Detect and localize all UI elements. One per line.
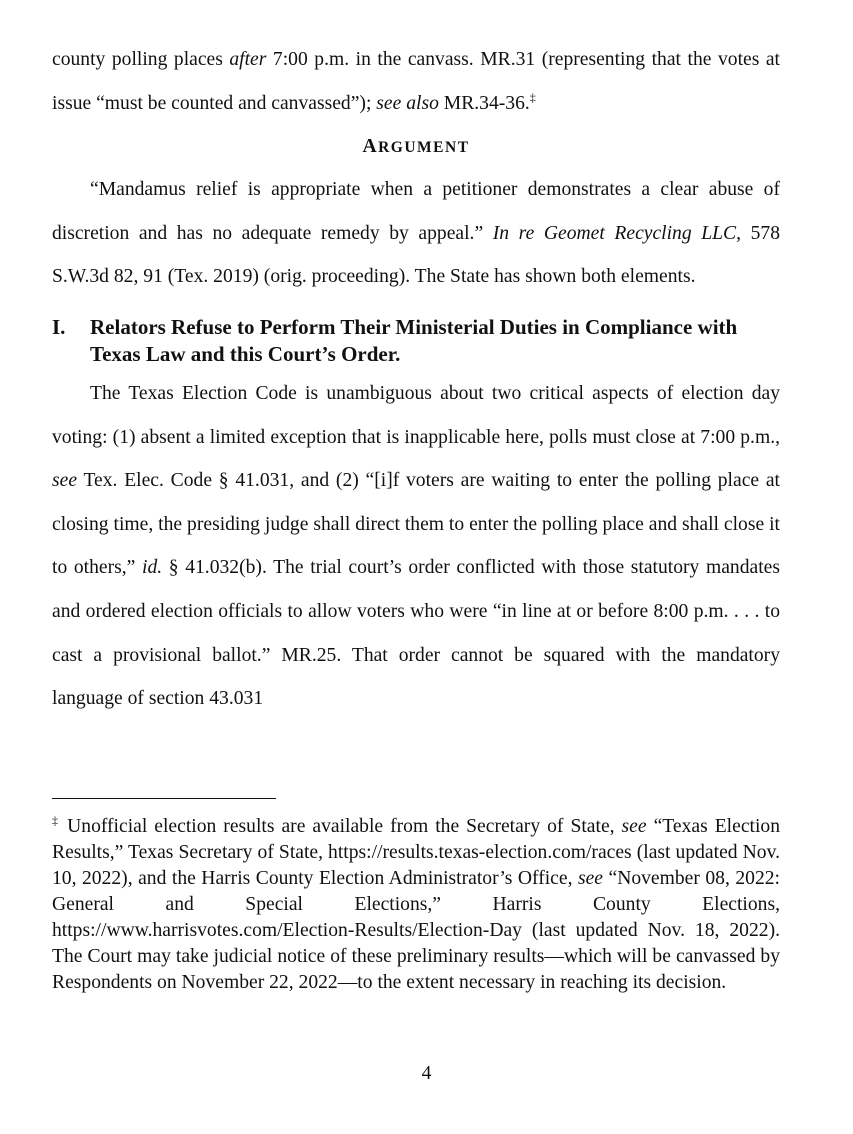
emphasis-see: see: [621, 816, 647, 837]
emphasis-see-also: see also: [376, 92, 439, 114]
mandamus-paragraph: [52, 168, 780, 299]
text-run: § 41.032(b). The trial court’s order conflicted with those statutory mandates and ordered election officials to allow voters who were “in line at or before 8:00 p.m. . . . to cast a provisional ballot.” MR.25. That order cannot be squared with the mandatory language of section 43.031: [52, 557, 780, 710]
text-run: MR.34-36.: [438, 92, 530, 114]
emphasis-after: after: [229, 49, 267, 70]
text-run: Unofficial election results are available from the Secretary of State,: [60, 816, 622, 837]
text-run: “November 08, 2022: General and Special Elections,” Harris County Elections, https://www.harrisvotes.com/Election-Results/Election-Day (last updated Nov. 18, 2022). The Court may take judicial notice of these preliminary results—which will be canvassed by Respondents on November 22, 2022—to the extent necessary in reaching its decision.: [52, 868, 781, 993]
intro-paragraph: [52, 38, 780, 125]
argument-heading: [52, 125, 780, 168]
text-run: Tex. Elec. Code § 41.031, and (2) “[i]f voters are waiting to enter the polling place at closing time, the presiding judge shall direct them to enter the polling place and shall close it to others,”: [52, 470, 780, 579]
footnote: [52, 814, 780, 996]
text-run: “Mandamus relief is appropriate when a petitioner demonstrates a clear abuse of discretion and has no adequate remedy by appeal.”: [52, 179, 780, 244]
section-number: I.: [52, 314, 66, 339]
election-code-paragraph: [52, 372, 780, 721]
footnote-separator: [52, 798, 276, 799]
page-number: 4: [421, 1063, 432, 1084]
section-title: Relators Refuse to Perform Their Ministerial Duties in Compliance with Texas Law and this Court’s Order.: [90, 314, 738, 366]
document-page: [52, 38, 780, 721]
footnote-reference[interactable]: ‡: [529, 90, 536, 105]
text-run: 7:00 p.m. in the canvass. MR.31 (representing that the votes at issue “must be counted and canvassed”);: [52, 49, 780, 114]
text-run: , 578 S.W.3d 82, 91 (Tex. 2019) (orig. proceeding). The State has shown both elements.: [52, 222, 781, 288]
text-run: county polling places: [52, 49, 230, 70]
emphasis-see: see: [577, 868, 603, 889]
emphasis-see: see: [52, 470, 78, 492]
footnote-mark: ‡: [52, 813, 61, 828]
text-run: “Texas Election Results,” Texas Secretary of State, https://results.texas-election.com/races (last updated Nov. 10, 2022), and the Harris County Election Administrator’s Office,: [52, 816, 780, 889]
section-heading-one: [52, 314, 780, 368]
heading-initial: A: [362, 136, 379, 158]
text-run: The Texas Election Code is unambiguous about two critical aspects of election day voting: (1) absent a limited exception that is inapplicable here, polls must close at 7:00 p.m.,: [52, 382, 780, 448]
heading-small-caps: RGUMENT: [378, 139, 470, 157]
case-citation: In re Geomet Recycling LLC: [492, 222, 737, 244]
emphasis-id: id.: [142, 557, 163, 579]
